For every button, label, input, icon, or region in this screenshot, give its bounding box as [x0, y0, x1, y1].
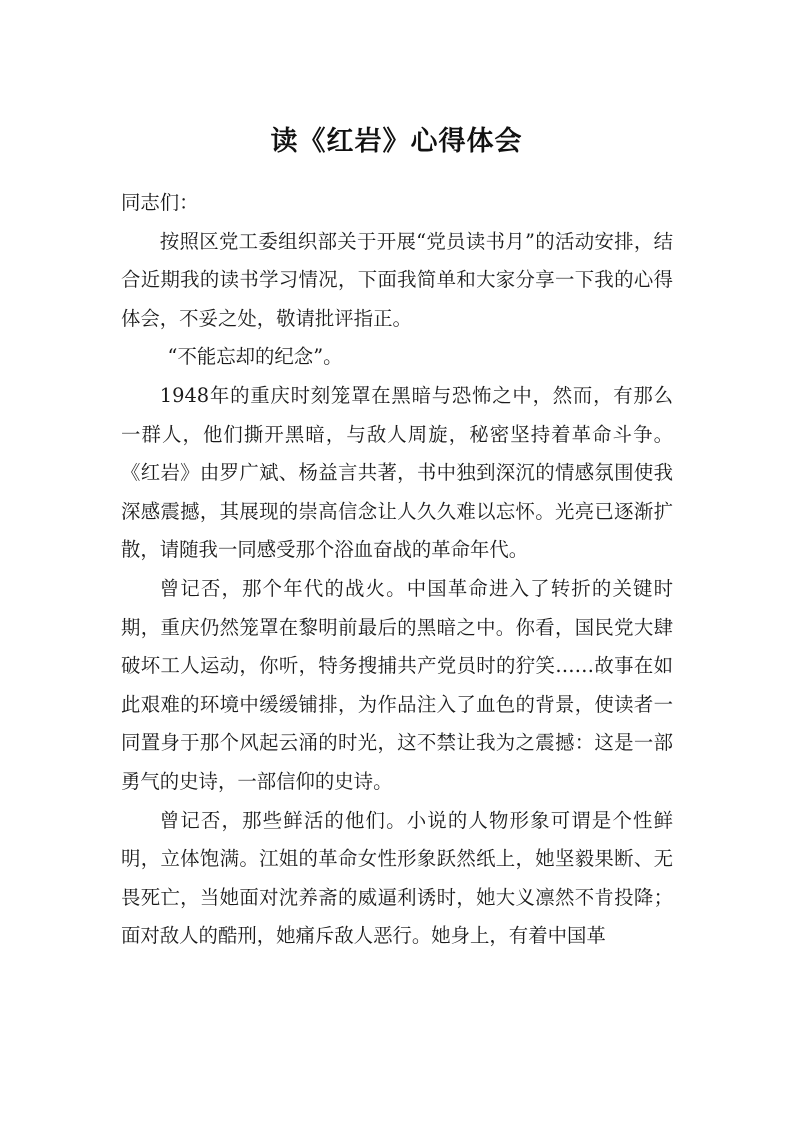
document-title: 读《红岩》心得体会 — [270, 126, 523, 157]
paragraph-1948: 1948年的重庆时刻笼罩在黑暗与恐怖之中，然而，有那么一群人，他们撕开黑暗，与敌人周旋，秘密坚持着革命斗争。《红岩》由罗广斌、杨益言共著，书中独到深沉的情感氛围使我深感震撼，其展现的崇高信念让人久久难以忘怀。光亮已逐渐扩散，请随我一同感受那个浴血奋战的革命年代。 — [121, 383, 673, 562]
paragraph-war-era: 曾记否，那个年代的战火。中国革命进入了转折的关键时期，重庆仍然笼罩在黎明前最后的黑暗之中。你看，国民党大肆破坏工人运动，你听，特务搜捕共产党员时的狞笑……故事在如此艰难的环境中缓缓铺排，为作品注入了血色的背景，使读者一同置身于那个风起云涌的时光，这不禁让我为之震撼：这是一部勇气的史诗，一部信仰的史诗。 — [121, 576, 673, 793]
paragraph-characters: 曾记否，那些鲜活的他们。小说的人物形象可谓是个性鲜明，立体饱满。江姐的革命女性形象跃然纸上，她坚毅果断、无畏死亡，当她面对沈养斋的威逼利诱时，她大义凛然不肯投降；面对敌人的酷刑，她痛斥敌人恶行。她身上，有着中国革 — [121, 808, 673, 948]
paragraph-intro: 按照区党工委组织部关于开展“党员读书月”的活动安排，结合近期我的读书学习情况，下面我简单和大家分享一下我的心得体会，不妥之处，敬请批评指正。 — [121, 229, 673, 330]
document-body — [121, 184, 673, 956]
salutation: 同志们： — [121, 191, 199, 214]
section-heading-quote: “不能忘却的纪念”。 — [167, 345, 343, 369]
